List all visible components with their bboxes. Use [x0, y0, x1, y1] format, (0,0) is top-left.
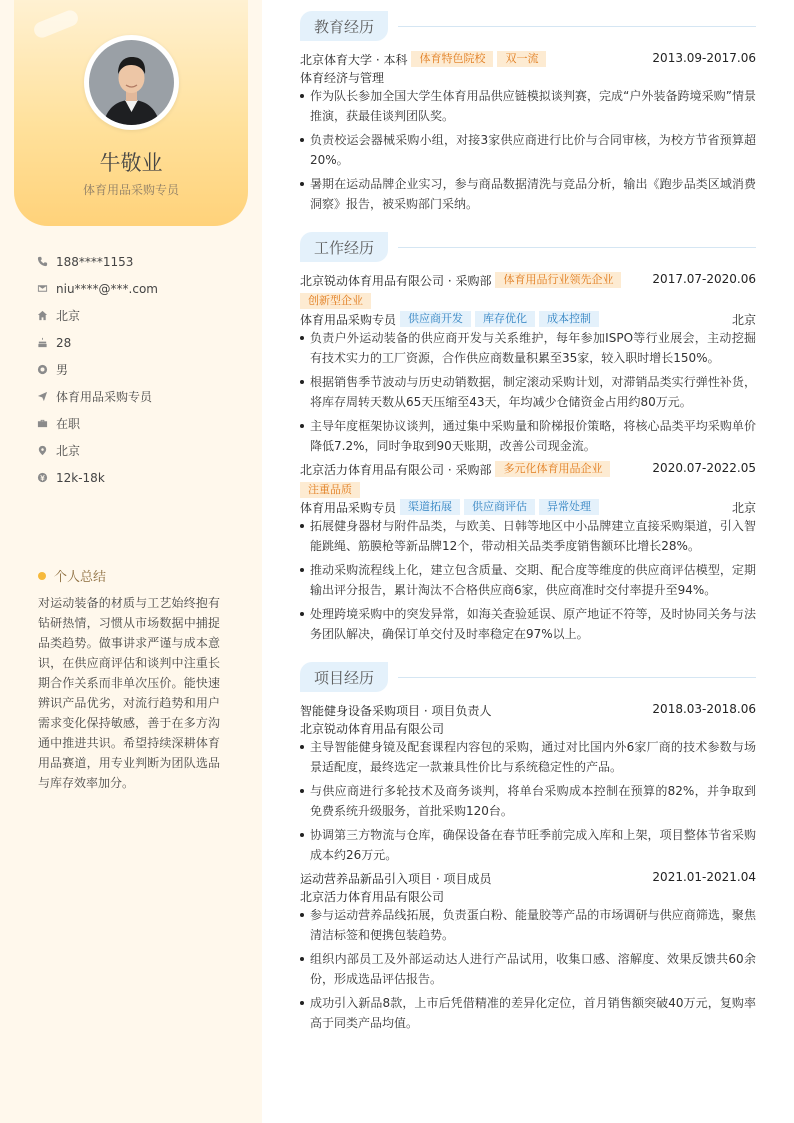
list-item: 与供应商进行多轮技术及商务谈判，将单台采购成本控制在预算的82%，并争取到免费系统升级服务，首批采购120台。	[300, 781, 756, 821]
sidebar	[0, 0, 262, 1123]
skill-tag: 库存优化	[475, 311, 535, 327]
skill-tag: 渠道拓展	[400, 499, 460, 515]
company-tag: 注重品质	[300, 482, 360, 498]
profile-title: 体育用品采购专员	[82, 183, 179, 197]
job-city: 北京	[731, 313, 756, 327]
project-header	[300, 870, 756, 886]
list-item: 处理跨境采购中的突发异常，如海关查验延误、原产地证不符等，及时协同关务与法务团队解决，确保订单交付及时率稳定在97%以上。	[300, 604, 756, 644]
school-name: 北京体育大学 · 本科	[300, 52, 408, 67]
job-header	[300, 272, 756, 288]
avatar	[84, 35, 179, 130]
job-position-row	[300, 499, 756, 515]
project-bullets	[300, 905, 756, 1037]
project-date: 2018.03-2018.06	[652, 702, 756, 716]
section-title: 工作经历	[300, 232, 388, 262]
contact-text: 男	[56, 363, 69, 377]
home-icon	[36, 310, 48, 322]
job-header	[300, 461, 756, 477]
divider	[398, 247, 756, 248]
contact-text: 188****1153	[56, 254, 134, 269]
contact-location	[36, 437, 246, 464]
company-name: 北京活力体育用品有限公司 · 采购部	[300, 462, 492, 477]
contact-status	[36, 410, 246, 437]
list-item: 参与运动营养品线拓展，负责蛋白粉、能量胶等产品的市场调研与供应商筛选，聚焦清洁标签和便携包装趋势。	[300, 905, 756, 945]
school-tag: 双一流	[497, 51, 546, 67]
list-item: 协调第三方物流与仓库，确保设备在春节旺季前完成入库和上架，项目整体节省采购成本约26万元。	[300, 825, 756, 865]
email-icon	[36, 283, 48, 295]
company-tag: 体育用品行业领先企业	[495, 272, 621, 288]
contact-text: 北京	[56, 309, 81, 323]
contact-text: 12k-18k	[56, 470, 105, 485]
job-date: 2017.07-2020.06	[652, 272, 756, 286]
project-header	[300, 702, 756, 718]
phone-icon	[36, 256, 48, 268]
gender-icon	[36, 364, 48, 376]
contact-email	[36, 275, 246, 302]
briefcase-icon	[36, 418, 48, 430]
list-item: 推动采购流程线上化，建立包含质量、交期、配合度等维度的供应商评估模型，定期输出评分报告，累计淘汰不合格供应商6家，供应商准时交付率提升至94%。	[300, 560, 756, 600]
list-item: 组织内部员工及外部运动达人进行产品试用，收集口感、溶解度、效果反馈共60余份，形成选品评估报告。	[300, 949, 756, 989]
summary-text: 对运动装备的材质与工艺始终抱有钻研热情，习惯从市场数据中捕捉品类趋势。做事讲求严谨与成本意识，在供应商评估和谈判中注重长期合作关系而非单次压价。能快速辨识产品优劣，对流行趋势和用户需求变化保持敏感，善于在多方沟通中推进共识。希望持续深耕体育用品赛道，用专业判断为团队选品与库存效率加分。	[38, 596, 220, 790]
list-item: 根据销售季节波动与历史动销数据，制定滚动采购计划，对滞销品类实行弹性补货，将库存周转天数从65天压缩至43天，年均减少仓储资金占用约80万元。	[300, 372, 756, 412]
school-tag: 体育特色院校	[411, 51, 493, 67]
contact-text: 28	[56, 335, 72, 350]
avatar-photo	[89, 40, 174, 125]
list-item: 成功引入新品8款，上市后凭借精准的差异化定位，首月销售额突破40万元，复购率高于同类产品均值。	[300, 993, 756, 1033]
education-major: 体育经济与管理	[300, 71, 385, 85]
contact-salary	[36, 464, 246, 491]
skill-tag: 成本控制	[539, 311, 599, 327]
job-position-row	[300, 311, 756, 327]
job-position: 体育用品采购专员	[300, 312, 397, 327]
location-pin-icon	[36, 445, 48, 457]
section-projects	[300, 662, 756, 692]
list-item: 主导智能健身镜及配套课程内容包的采购，通过对比国内外6家厂商的技术参数与场景适配度，最终选定一款兼具性价比与系统稳定性的产品。	[300, 737, 756, 777]
job-tag-row	[300, 293, 756, 309]
contact-text: niu****@***.com	[56, 281, 158, 296]
divider	[398, 26, 756, 27]
age-cake-icon	[36, 337, 48, 349]
skill-tag: 供应商开发	[400, 311, 471, 327]
project-name: 智能健身设备采购项目 · 项目负责人	[300, 703, 492, 718]
contact-text: 在职	[56, 417, 81, 431]
skill-tag: 异常处理	[539, 499, 599, 515]
section-title: 教育经历	[300, 11, 388, 41]
company-tag: 多元化体育用品企业	[495, 461, 610, 477]
list-item: 暑期在运动品牌企业实习，参与商品数据清洗与竞品分析，输出《跑步品类区域消费洞察》报告，被采购部门采纳。	[300, 174, 756, 214]
project-company: 北京锐动体育用品有限公司	[300, 722, 445, 736]
contact-text: 北京	[56, 444, 81, 458]
project-name: 运动营养品新品引入项目 · 项目成员	[300, 871, 492, 886]
salary-icon	[36, 472, 48, 484]
education-header	[300, 51, 756, 67]
job-bullets	[300, 328, 756, 460]
company-tag: 创新型企业	[300, 293, 371, 309]
bullet-dot-icon	[38, 572, 46, 580]
contact-age	[36, 329, 246, 356]
section-title: 项目经历	[300, 662, 388, 692]
project-company: 北京活力体育用品有限公司	[300, 890, 445, 904]
job-date: 2020.07-2022.05	[652, 461, 756, 475]
contact-list	[36, 248, 246, 491]
contact-text: 体育用品采购专员	[56, 390, 153, 404]
summary-heading	[38, 566, 106, 585]
company-name: 北京锐动体育用品有限公司 · 采购部	[300, 273, 492, 288]
contact-target-role	[36, 383, 246, 410]
job-bullets	[300, 516, 756, 648]
divider	[398, 677, 756, 678]
job-tag-row	[300, 482, 756, 498]
list-item: 作为队长参加全国大学生体育用品供应链模拟谈判赛，完成“户外装备跨境采购”情景推演，获最佳谈判团队奖。	[300, 86, 756, 126]
contact-home	[36, 302, 246, 329]
education-bullets	[300, 86, 756, 218]
contact-gender	[36, 356, 246, 383]
send-icon	[36, 391, 48, 403]
project-bullets	[300, 737, 756, 869]
education-date: 2013.09-2017.06	[652, 51, 756, 65]
skill-tag: 供应商评估	[464, 499, 535, 515]
list-item: 负责校运会器械采购小组，对接3家供应商进行比价与合同审核，为校方节省预算超20%。	[300, 130, 756, 170]
job-city: 北京	[731, 501, 756, 515]
summary-title: 个人总结	[54, 570, 107, 585]
section-education	[300, 11, 756, 41]
profile-name: 牛敬业	[99, 151, 163, 175]
job-position: 体育用品采购专员	[300, 500, 397, 515]
list-item: 负责户外运动装备的供应商开发与关系维护，每年参加ISPO等行业展会，主动挖掘有技术实力的工厂资源，合作供应商数量积累至35家，较入职时增长150%。	[300, 328, 756, 368]
project-date: 2021.01-2021.04	[652, 870, 756, 884]
section-work	[300, 232, 756, 262]
contact-phone	[36, 248, 246, 275]
list-item: 主导年度框架协议谈判，通过集中采购量和阶梯报价策略，将核心品类平均采购单价降低7.2%，同时争取到90天账期，改善公司现金流。	[300, 416, 756, 456]
list-item: 拓展健身器材与附件品类，与欧美、日韩等地区中小品牌建立直接采购渠道，引入智能跳绳、筋膜枪等新品牌12个，带动相关品类季度销售额环比增长28%。	[300, 516, 756, 556]
